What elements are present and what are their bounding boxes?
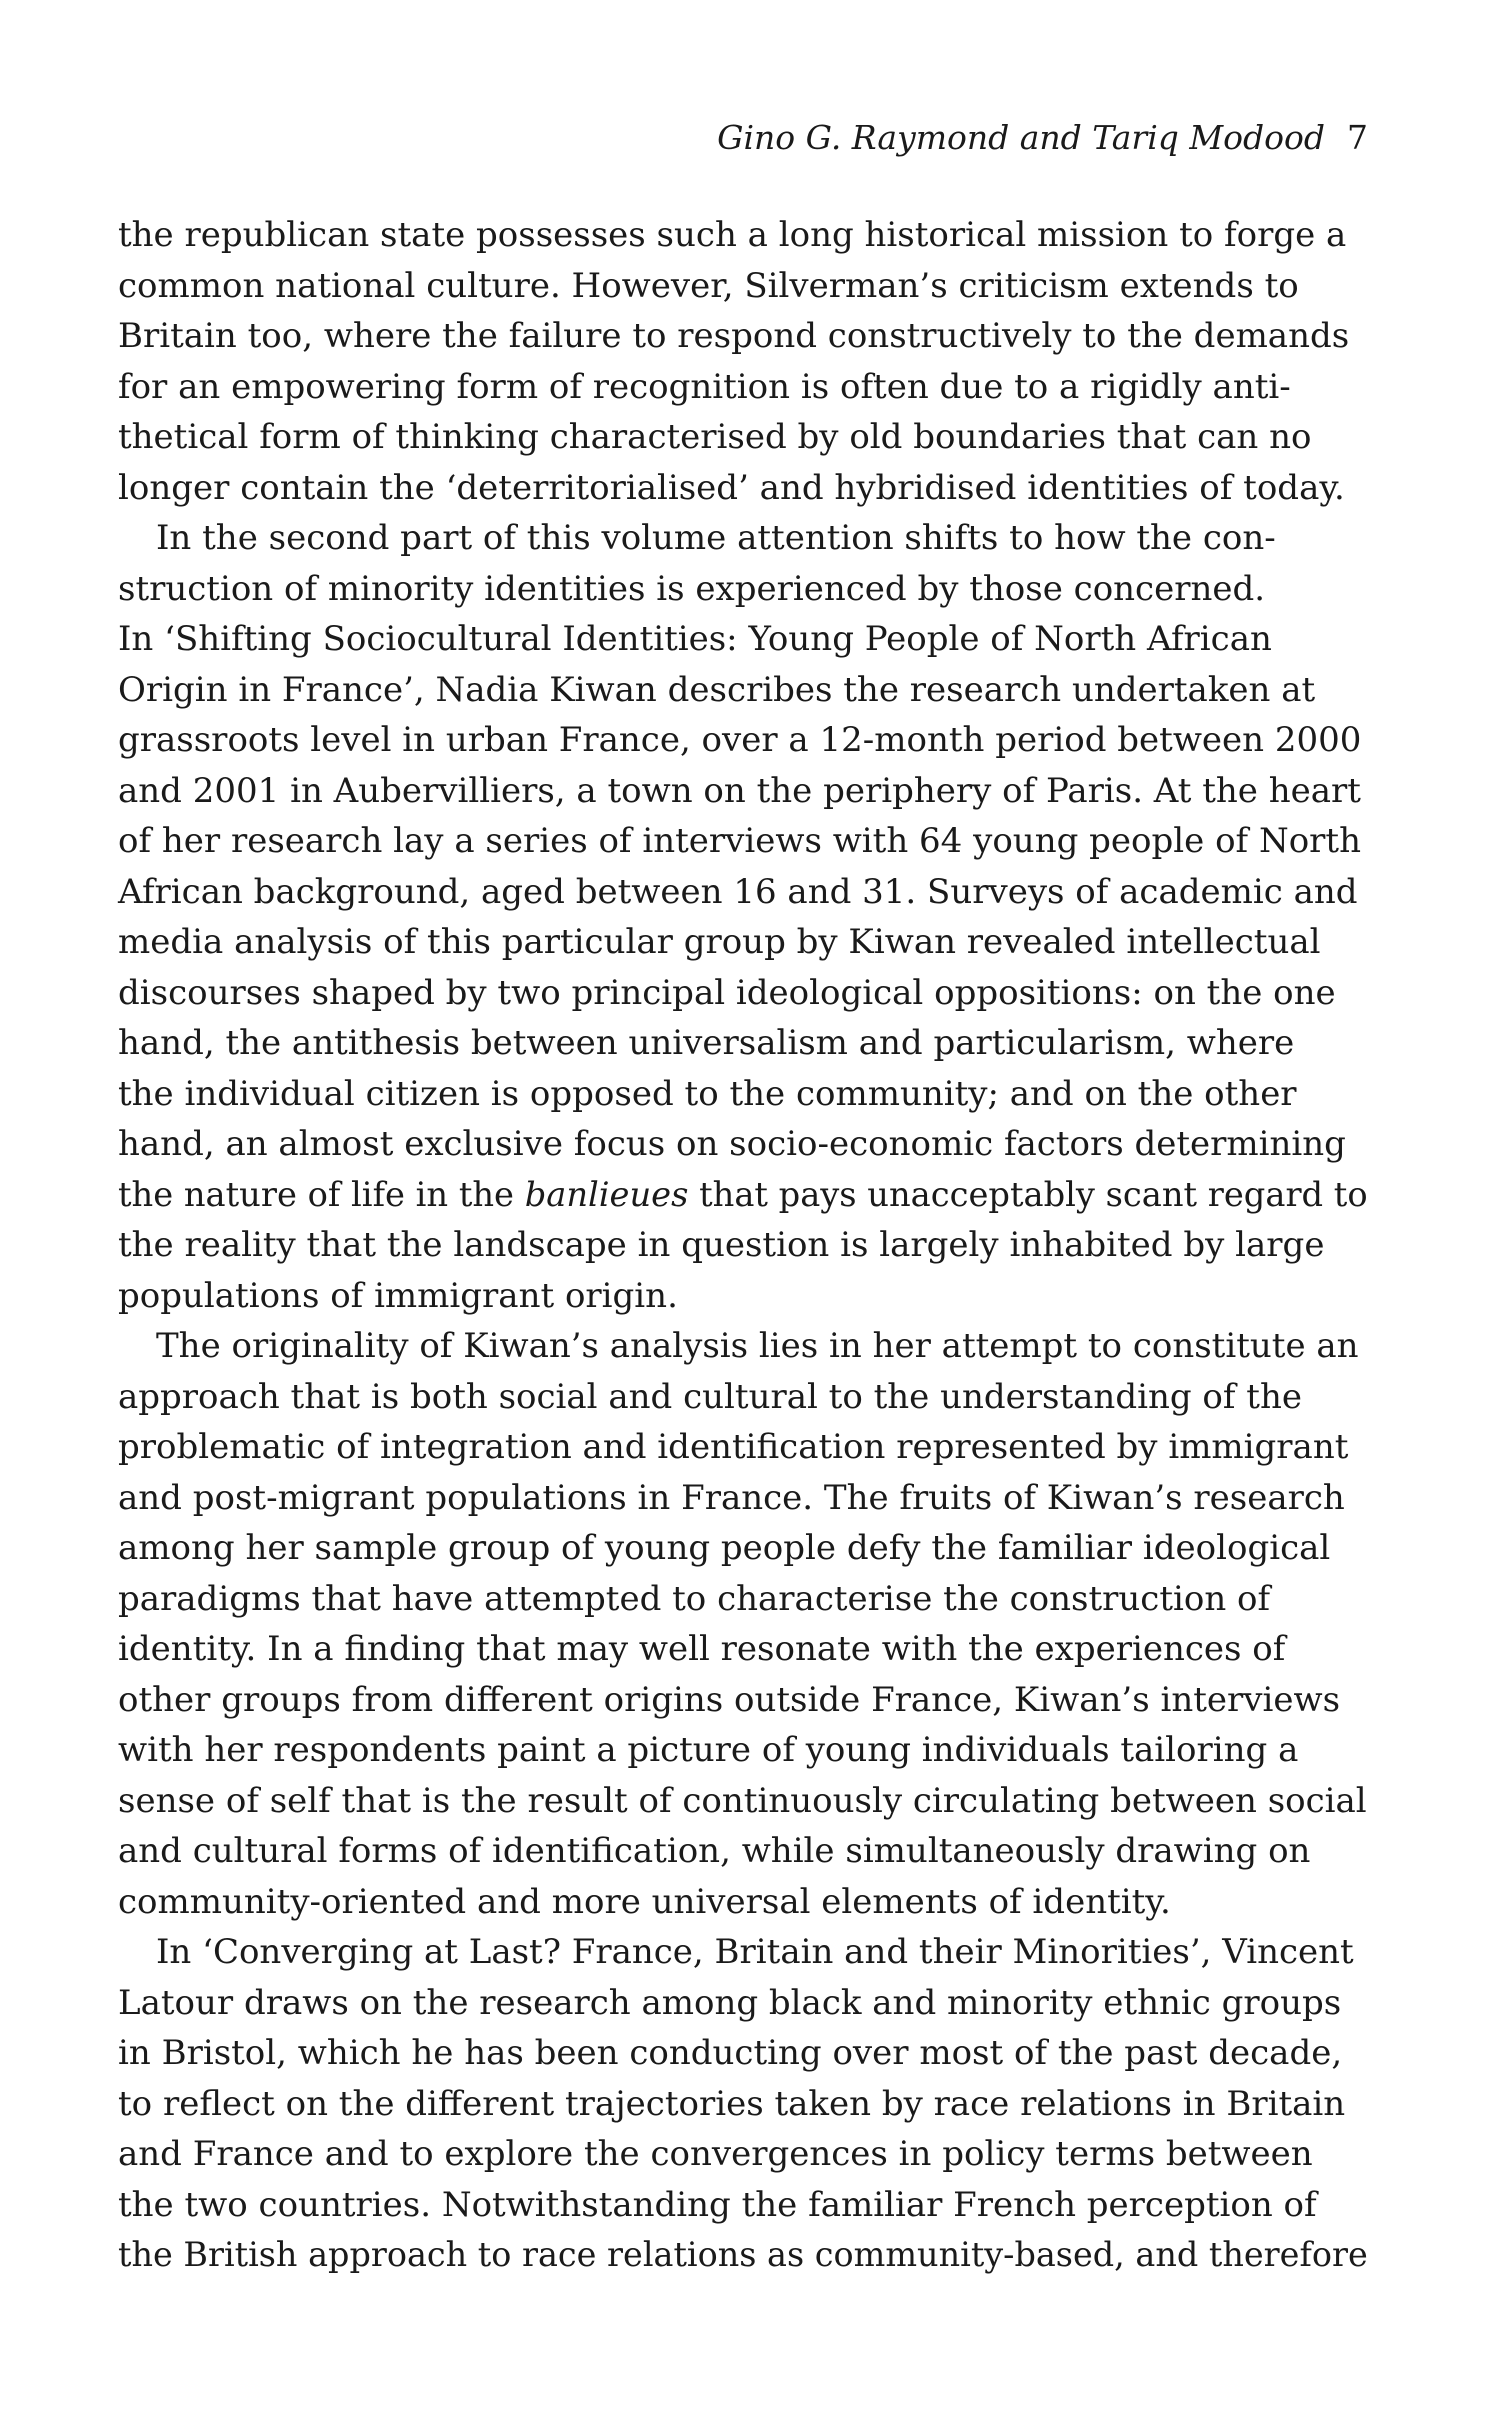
text-run: the nature of life in the: [118, 1174, 525, 1215]
text-line: for an empowering form of recognition is often due to a rigidly anti-: [118, 366, 1291, 407]
running-head-authors: Gino G. Raymond and Tariq Modood: [717, 118, 1325, 157]
text-line: and post-migrant populations in France. The fruits of Kiwan’s research: [118, 1477, 1345, 1518]
text-line: problematic of integration and identification represented by immigrant: [118, 1427, 1349, 1467]
text-line: identity. In a finding that may well resonate with the experiences of: [118, 1629, 1286, 1669]
page-number: 7: [1347, 118, 1368, 157]
text-line: The originality of Kiwan’s analysis lies in her attempt to constitute an: [156, 1326, 1359, 1366]
text-line: media analysis of this particular group by Kiwan revealed intellectual: [118, 922, 1321, 962]
text-line: approach that is both social and cultural to the understanding of the: [118, 1376, 1302, 1417]
italic-term: banlieues: [524, 1174, 689, 1215]
text-line: the republican state possesses such a long historical mission to forge a: [118, 215, 1347, 255]
text-line: hand, an almost exclusive focus on socio-economic factors determining: [118, 1124, 1346, 1164]
text-line: hand, the antithesis between universalism and particularism, where: [118, 1023, 1295, 1063]
body-text: [118, 210, 1368, 2281]
text-line: thetical form of thinking characterised by old boundaries that can no: [118, 417, 1312, 457]
text-line: the British approach to race relations as community-based, and therefore: [118, 2235, 1368, 2275]
text-line: paradigms that have attempted to characterise the construction of: [118, 1578, 1271, 1619]
text-line: the two countries. Notwithstanding the familiar French perception of: [118, 2184, 1317, 2225]
text-line: the individual citizen is opposed to the community; and on the other: [118, 1073, 1297, 1114]
text-line: populations of immigrant origin.: [118, 1275, 678, 1316]
text-line: longer contain the ‘deterritorialised’ and hybridised identities of today.: [118, 467, 1345, 508]
text-line: and France and to explore the convergences in policy terms between: [118, 2134, 1313, 2174]
text-line: and 2001 in Aubervilliers, a town on the periphery of Paris. At the heart: [118, 770, 1361, 811]
text-line: in Bristol, which he has been conducting over most of the past decade,: [118, 2033, 1343, 2073]
text-line: with her respondents paint a picture of young individuals tailoring a: [118, 1730, 1299, 1770]
text-line: other groups from different origins outside France, Kiwan’s interviews: [118, 1679, 1341, 1720]
text-line: In ‘Converging at Last? France, Britain and their Minorities’, Vincent: [156, 1932, 1354, 1972]
text-line: sense of self that is the result of continuously circulating between social: [118, 1780, 1367, 1821]
text-line: Latour draws on the research among black and minority ethnic groups: [118, 1982, 1342, 2023]
text-line: of her research lay a series of interviews with 64 young people of North: [118, 821, 1361, 861]
text-line: discourses shaped by two principal ideological oppositions: on the one: [118, 972, 1336, 1013]
text-line: In the second part of this volume attention shifts to how the con-: [156, 518, 1276, 558]
text-line: grassroots level in urban France, over a 12-month period between 2000: [118, 720, 1362, 760]
running-head: [118, 118, 1368, 158]
text-line: In ‘Shifting Sociocultural Identities: Young People of North African: [118, 619, 1272, 659]
text-line: the reality that the landscape in question is largely inhabited by large: [118, 1225, 1325, 1265]
text-line: common national culture. However, Silverman’s criticism extends to: [118, 265, 1299, 306]
text-line: [118, 1170, 1368, 1221]
text-line: community-oriented and more universal elements of identity.: [118, 1881, 1171, 1922]
text-line: Origin in France’, Nadia Kiwan describes the research undertaken at: [118, 669, 1316, 710]
text-line: Britain too, where the failure to respond constructively to the demands: [118, 316, 1350, 356]
text-run: that pays unacceptably scant regard to: [688, 1174, 1368, 1215]
text-line: African background, aged between 16 and 31. Surveys of academic and: [118, 871, 1358, 912]
text-line: to reflect on the different trajectories taken by race relations in Britain: [118, 2083, 1346, 2124]
text-line: among her sample group of young people defy the familiar ideological: [118, 1528, 1331, 1568]
text-line: struction of minority identities is experienced by those concerned.: [118, 568, 1266, 609]
text-line: and cultural forms of identification, while simultaneously drawing on: [118, 1831, 1311, 1871]
